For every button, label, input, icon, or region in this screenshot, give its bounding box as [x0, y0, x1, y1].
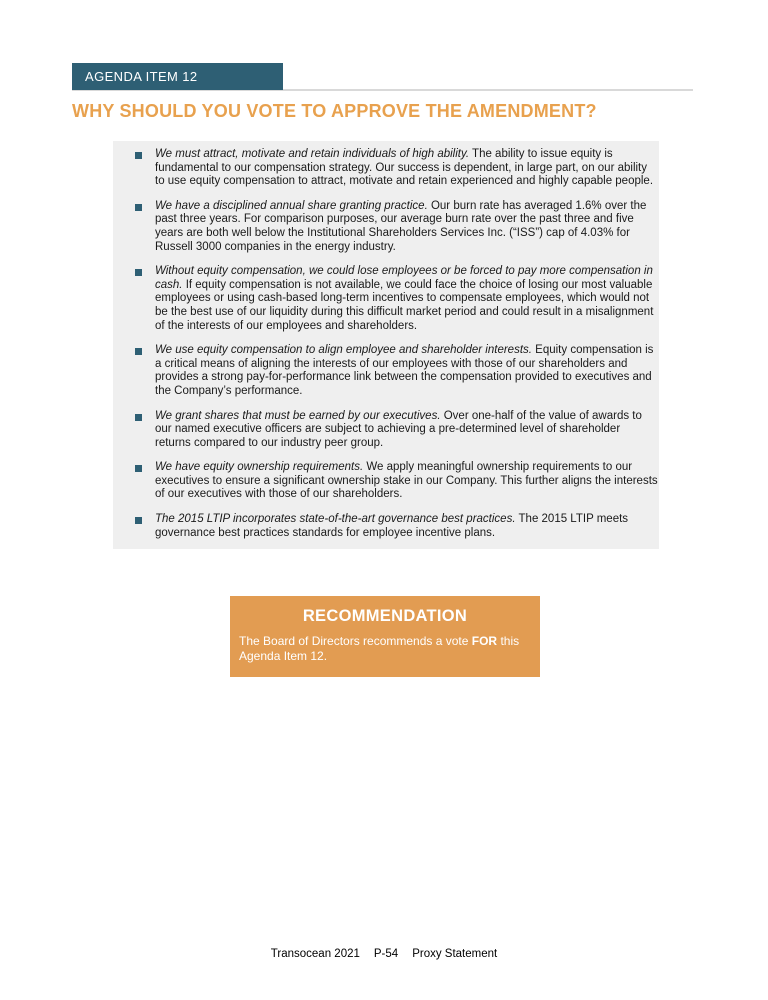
bullet-rest: Equity compensation is a critical means of aligning the interests of our employees with those of our shareholders and provides a strong pay-for-performance link between the compensation provided to executives and the Company’s performance.	[155, 344, 654, 397]
agenda-item-label: AGENDA ITEM 12	[85, 69, 198, 84]
bullet-rest: If equity compensation is not available, we could face the choice of losing our most valuable employees or using cash-based long-term incentives to compensate employees, which would not be the best use of our liquidity during this difficult market period and could result in a misalignment of the interests of our employees and shareholders.	[155, 278, 654, 332]
recommendation-title: RECOMMENDATION	[302, 607, 468, 625]
bullet-square-icon	[135, 269, 142, 276]
bullet-text	[155, 461, 659, 502]
bullet-square-icon	[135, 152, 142, 159]
bullet-rest: The ability to issue equity is fundamental to our compensation strategy. Our success is dependent, in large part, on our ability to use equity compensation to attract, motivate and retain experienced and highly capable people.	[155, 148, 654, 188]
bullet-text	[155, 410, 659, 451]
bullet-item	[113, 344, 659, 398]
bullet-lead: We grant shares that must be earned by our executives.	[155, 409, 441, 422]
bullet-text	[155, 513, 659, 540]
recommendation-text-before: The Board of Directors recommends a vote	[239, 634, 472, 648]
bullet-text	[155, 200, 659, 254]
bullet-rest: We apply meaningful ownership requirements to our executives to ensure a significant ownership stake in our Company. This further aligns the interests of our executives with those of our shareholders.	[155, 461, 658, 501]
bullet-item	[113, 410, 659, 451]
bullet-lead: We have a disciplined annual share granting practice.	[155, 199, 428, 212]
bullet-item	[113, 461, 659, 502]
footer-page-number: P-54	[373, 948, 399, 960]
bullet-square-icon	[135, 348, 142, 355]
recommendation-box	[230, 596, 540, 677]
recommendation-text	[239, 634, 531, 664]
page-title: WHY SHOULD YOU VOTE TO APPROVE THE AMENDMENT?	[72, 101, 597, 121]
bullet-text	[155, 148, 659, 189]
agenda-header-row	[72, 63, 693, 91]
page-footer	[0, 948, 768, 960]
bullet-lead: We must attract, motivate and retain individuals of high ability.	[155, 148, 470, 160]
bullet-item	[113, 265, 659, 333]
bullet-square-icon	[135, 204, 142, 211]
bullet-rest: Over one-half of the value of awards to our named executive officers are subject to achieving a pre-determined level of shareholder returns compared to our industry peer group.	[155, 409, 642, 449]
footer-doc-type: Proxy Statement	[412, 948, 498, 960]
bullet-lead: Without equity compensation, we could lose employees or be forced to pay more compensation in cash.	[155, 265, 653, 291]
bullet-text	[155, 344, 659, 398]
bullet-item	[113, 513, 659, 540]
bullet-lead: We use equity compensation to align employee and shareholder interests.	[155, 344, 532, 357]
bullet-rest: The 2015 LTIP meets governance best practices standards for employee incentive plans.	[155, 513, 629, 539]
agenda-item-banner	[72, 63, 283, 90]
bullet-square-icon	[135, 517, 142, 524]
bullet-text	[155, 265, 659, 333]
bullet-item	[113, 200, 659, 254]
bullet-lead: We have equity ownership requirements.	[155, 461, 364, 474]
bullet-lead: The 2015 LTIP incorporates state-of-the-art governance best practices.	[155, 513, 516, 526]
bullet-item	[113, 148, 659, 189]
bullet-square-icon	[135, 465, 142, 472]
bullet-rest: Our burn rate has averaged 1.6% over the past three years. For comparison purposes, our average burn rate over the past three and five years are both well below the Institutional Shareholders Services Inc. (“ISS”) cap of 4.03% for Russell 3000 companies in the energy industry.	[155, 199, 647, 253]
recommendation-text-for: FOR	[471, 634, 498, 648]
highlights-panel	[113, 141, 659, 549]
recommendation-text-after: this Agenda Item 12.	[239, 634, 520, 663]
footer-company: Transocean 2021	[270, 948, 360, 960]
bullet-square-icon	[135, 414, 142, 421]
